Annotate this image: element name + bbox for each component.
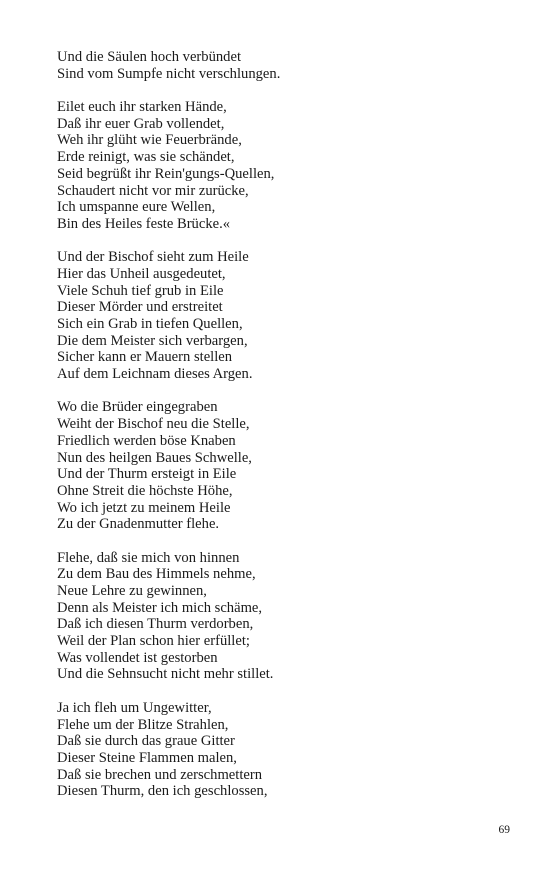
verse-line: Sich ein Grab in tiefen Quellen, <box>57 316 243 332</box>
verse-line: Flehe, daß sie mich von hinnen <box>57 549 240 566</box>
verse-line: Schaudert nicht vor mir zurücke, <box>57 182 249 199</box>
verse-line: Und der Bischof sieht zum Heile <box>57 249 249 266</box>
verse-line: Dieser Mörder und erstreitet <box>57 299 223 316</box>
verse-line: Weil der Plan schon hier erfüllet; <box>57 633 250 650</box>
verse-line: Weh ihr glüht wie Feuerbrände, <box>57 132 242 149</box>
verse-line: Auf dem Leichnam dieses Argen. <box>57 366 253 383</box>
verse-line: Flehe um der Blitze Strahlen, <box>57 716 229 733</box>
verse-line: Ich umspanne eure Wellen, <box>57 199 216 216</box>
stanza-3 <box>57 249 517 383</box>
verse-line: Nun des heilgen Baues Schwelle, <box>57 449 252 466</box>
stanza-6 <box>57 700 517 800</box>
verse-line: Ohne Streit die höchste Höhe, <box>57 482 233 499</box>
verse-line: Diesen Thurm, den ich geschlossen, <box>57 783 268 800</box>
poem-text <box>57 49 517 817</box>
verse-line: Seid begrüßt ihr Rein'gungs-Quellen, <box>57 165 275 182</box>
verse-line: Und die Sehnsucht nicht mehr stillet. <box>57 666 274 683</box>
verse-line: Dieser Steine Flammen malen, <box>57 749 237 766</box>
stanza-5 <box>57 550 517 684</box>
verse-line: Zu der Gnadenmutter flehe. <box>57 516 220 533</box>
verse-line: Daß ich diesen Thurm verdorben, <box>57 616 254 633</box>
verse-line: Viele Schuh tief grub in Eile <box>57 282 224 299</box>
verse-line: Und der Thurm ersteigt in Eile <box>57 466 237 483</box>
verse-line: Daß sie durch das graue Gitter <box>57 733 235 750</box>
stanza-2 <box>57 99 517 233</box>
verse-line: Und die Säulen hoch verbündet <box>57 49 241 65</box>
verse-line: Was vollendet ist gestorben <box>57 649 218 666</box>
verse-line: Daß sie brechen und zerschmettern <box>57 766 263 783</box>
verse-line: Daß ihr euer Grab vollendet, <box>57 115 225 132</box>
verse-line: Erde reinigt, was sie schändet, <box>57 149 235 166</box>
verse-line: Zu dem Bau des Himmels nehme, <box>57 566 256 583</box>
verse-line: Weiht der Bischof neu die Stelle, <box>57 416 250 433</box>
verse-line: Bin des Heiles feste Brücke.« <box>57 215 231 232</box>
page-number: 69 <box>498 824 510 836</box>
verse-line: Ja ich fleh um Ungewitter, <box>57 699 212 716</box>
verse-line: Wo die Brüder eingegraben <box>57 399 218 416</box>
verse-line: Denn als Meister ich mich schäme, <box>57 599 263 616</box>
verse-line: Wo ich jetzt zu meinem Heile <box>57 499 231 516</box>
verse-line: Hier das Unheil ausgedeutet, <box>57 265 226 282</box>
stanza-1 <box>57 49 517 82</box>
verse-line: Eilet euch ihr starken Hände, <box>57 99 227 116</box>
stanza-4 <box>57 399 517 533</box>
verse-line: Die dem Meister sich verbargen, <box>57 332 248 349</box>
verse-line: Sind vom Sumpfe nicht verschlungen. <box>57 65 281 82</box>
verse-line: Friedlich werden böse Knaben <box>57 432 236 449</box>
verse-line: Sicher kann er Mauern stellen <box>57 349 233 366</box>
verse-line: Neue Lehre zu gewinnen, <box>57 583 207 599</box>
